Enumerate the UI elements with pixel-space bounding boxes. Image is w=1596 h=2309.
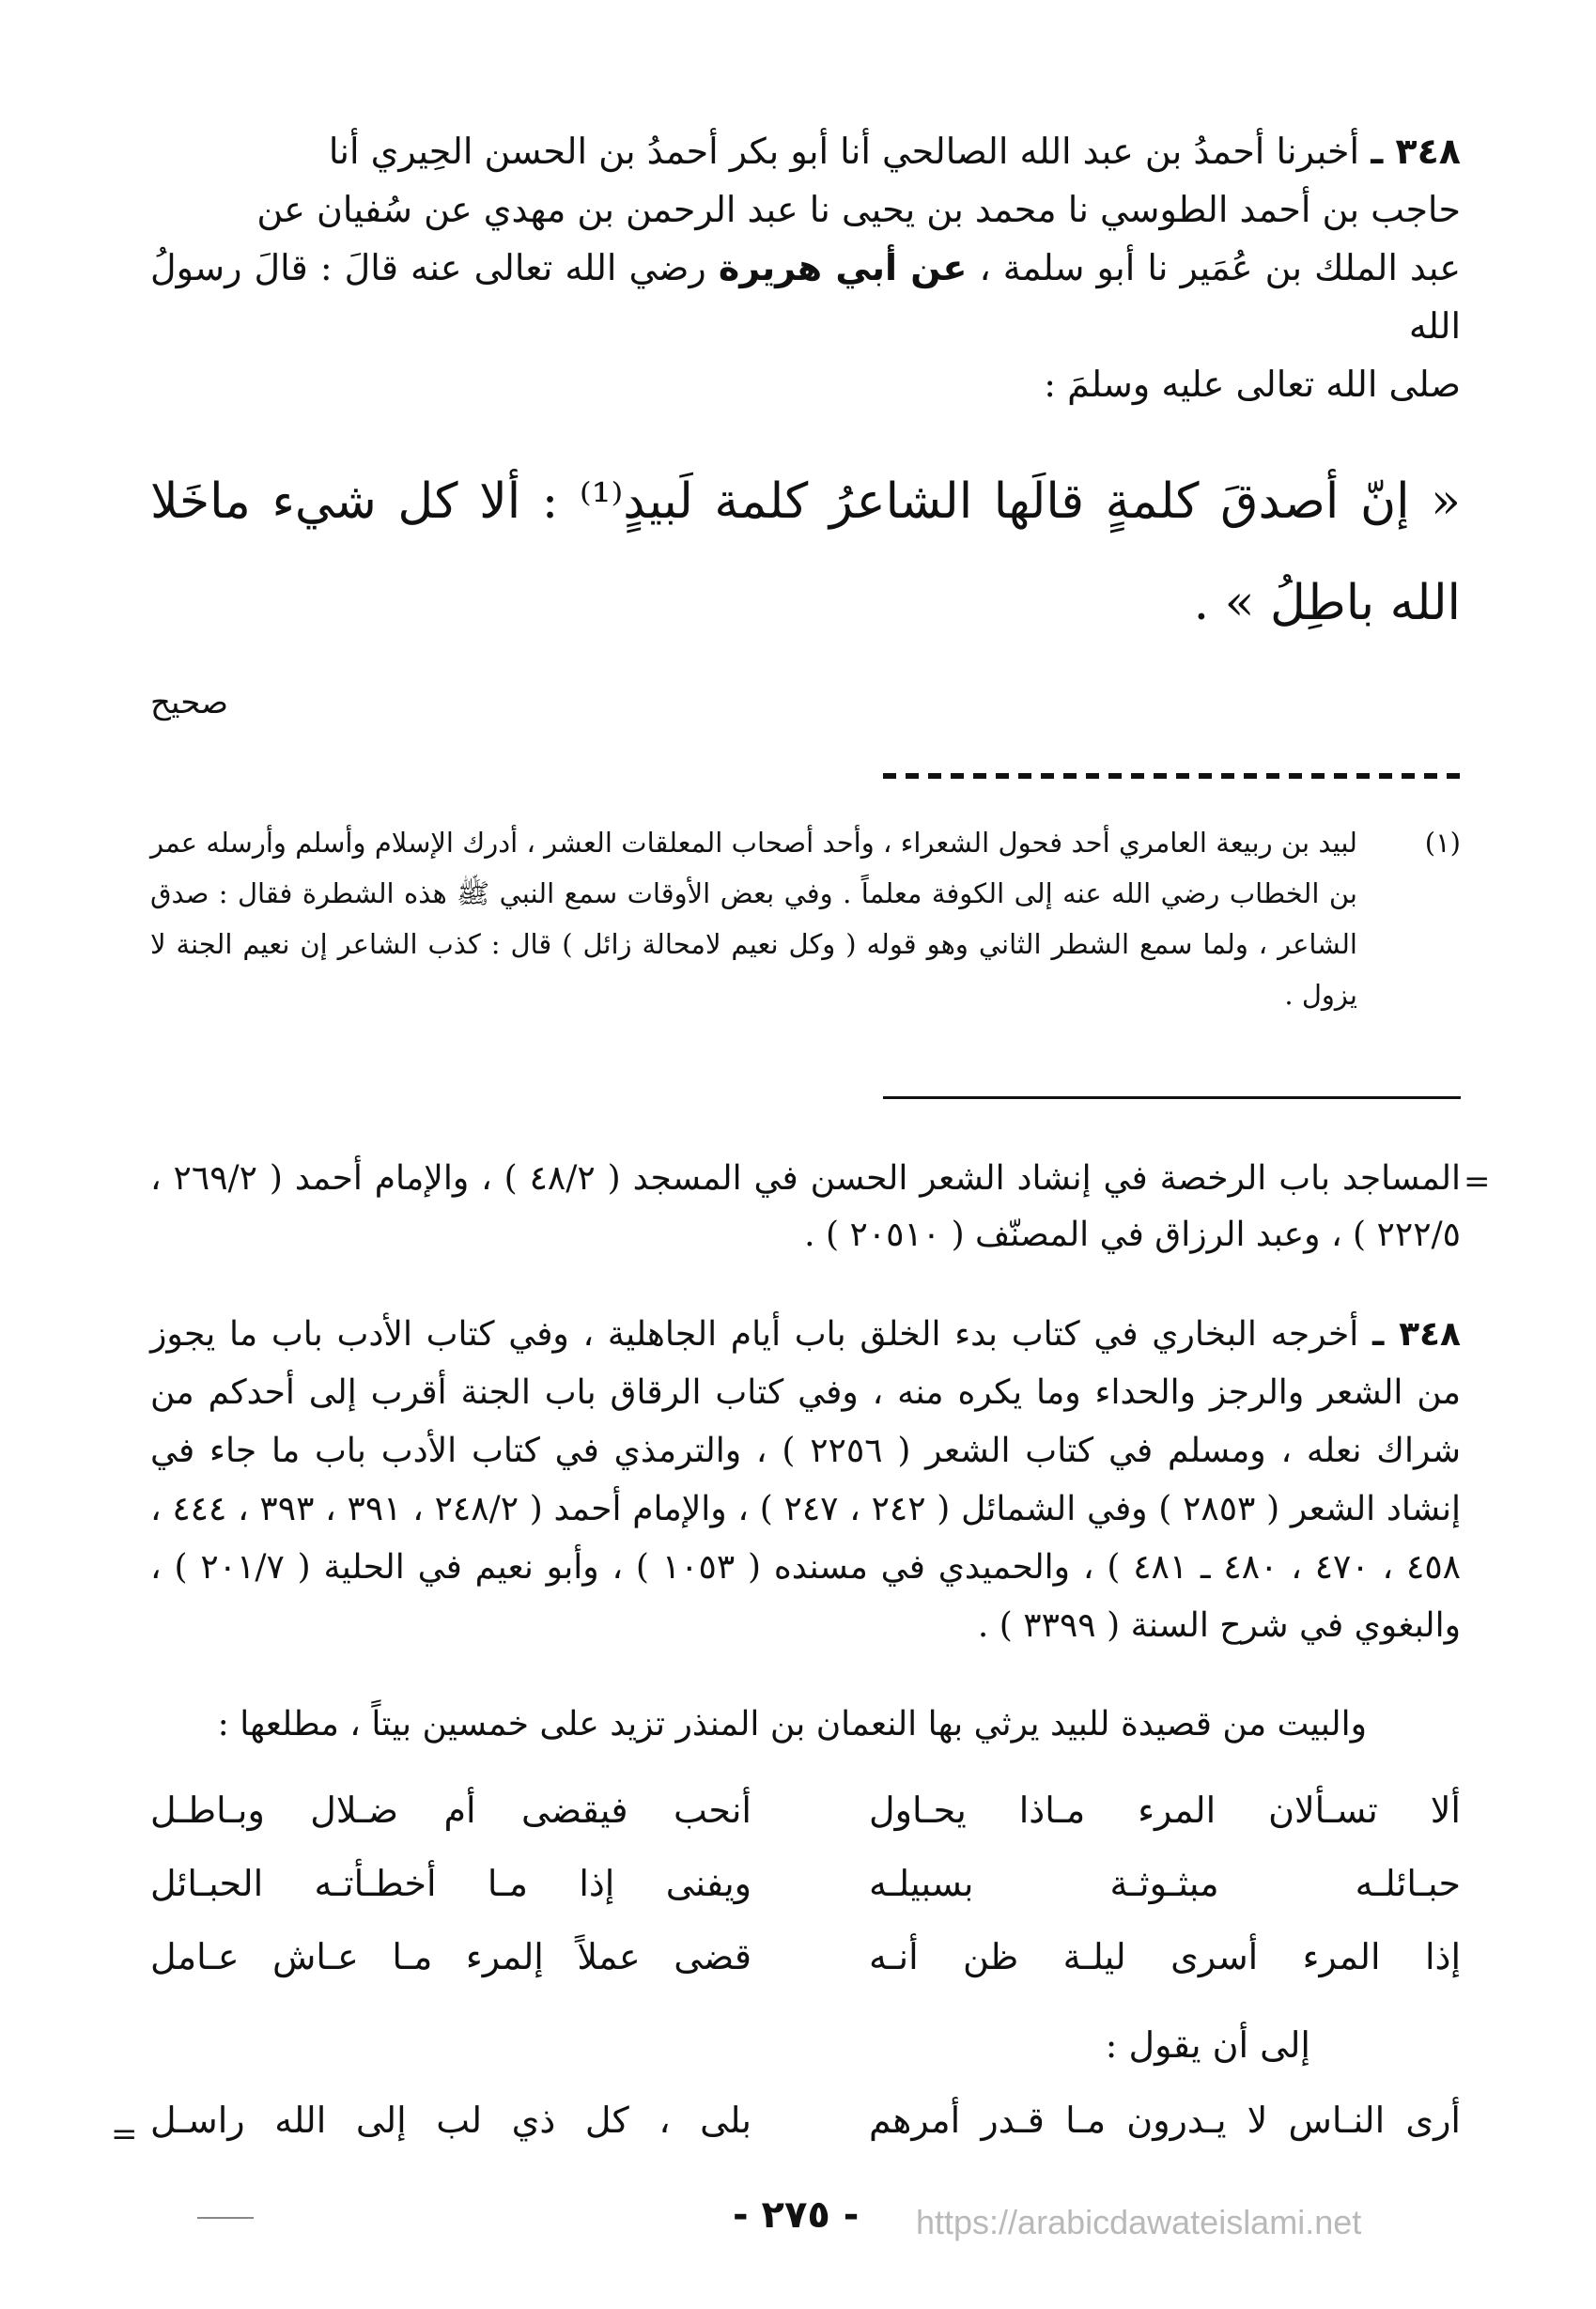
verse-last-left: بلى ، كل ذي لب إلى الله راسـل: [150, 2100, 752, 2141]
verse-3-right: إذا المرء أسرى ليلـة ظن أنـه: [869, 1936, 1461, 1977]
poem-until: إلى أن يقول :: [1105, 2024, 1310, 2066]
verse-1-left: أنحب فيقضى أم ضـلال وبـاطـل: [150, 1790, 752, 1831]
scan-smudge: [197, 2217, 254, 2219]
chain-line-2: حاجب بن أحمد الطوسي نا محمد بن يحيى نا عبد الرحمن بن مهدي عن سُفيان عن: [256, 189, 1461, 230]
matn-text: « إنّ أصدقَ كلمةٍ قالَها الشاعرُ كلمة لَبيدٍ⁽¹⁾ : ألا كل شيء ماخَلا الله باطِلُ » .: [150, 473, 1461, 631]
hadith-number: ٣٤٨ ـ: [1371, 131, 1461, 172]
watermark: https://arabicdawateislami.net: [916, 2203, 1362, 2241]
takhrij-text: ٣٤٨ ـ أخرجه البخاري في كتاب بدء الخلق باب أيام الجاهلية ، وفي كتاب الأدب باب ما يجوز من الشعر والرجز والحداء وما يكره منه ، وفي كتاب الرقاق باب الجنة أقرب إلى أحدكم من شراك نعله ، ومسلم في كتاب الشعر ( ٢٢٥٦ ) ، والترمذي في كتاب الأدب باب ما جاء في إنشاد الشعر ( ٢٨٥٣ ) وفي الشمائل ( ٢٤٢ ، ٢٤٧ ) ، والإمام أحمد ( ٢٤٨/٢ ، ٣٩١ ، ٣٩٣ ، ٤٤٤ ، ٤٥٨ ، ٤٧٠ ، ٤٨٠ ـ ٤٨١ ) ، والحميدي في مسنده ( ١٠٥٣ ) ، وأبو نعيم في الحلية ( ٢٠١/٧ ) ، والبغوي في شرح السنة ( ٣٣٩٩ ) .: [150, 1315, 1462, 1645]
takhrij-number: ٣٤٨ ـ: [1371, 1315, 1461, 1354]
narrator-name: عن أبي هريرة: [718, 247, 968, 288]
verse-3-left: قضى عملاً إلمرء مـا عـاش عـامل: [150, 1936, 752, 1977]
chain-line-3: عبد الملك بن عُمَير نا أبو سلمة ، عن أبي هريرة رضي الله تعالى عنه قالَ : قالَ رسولُ الله: [150, 247, 1461, 347]
poem-last: [150, 2100, 1461, 2173]
hadith-matn: [150, 451, 1461, 654]
verse-2-left: ويفنى إذا مـا أخطـأتـه الحبـائل: [150, 1863, 752, 1904]
footnote-rule: [883, 1096, 1461, 1099]
chain-line-4: صلى الله تعالى عليه وسلمَ :: [1044, 364, 1461, 405]
takhrij-continuation: المساجد باب الرخصة في إنشاد الشعر الحسن في المسجد ( ٤٨/٢ ) ، والإمام أحمد ( ٢٦٩/٢ ، ٢٢٢/٥ ) ، وعبد الرزاق في المصنّف ( ٢٠٥١٠ ) .: [150, 1159, 1461, 1254]
footnote-text: لبيد بن ربيعة العامري أحد فحول الشعراء ، وأحد أصحاب المعلقات العشر ، أدرك الإسلام وأسلم وأرسله عمر بن الخطاب رضي الله عنه إلى الكوفة معلماً . وفي بعض الأوقات سمع النبي ﷺ هذه الشطرة فقال : صدق الشاعر ، ولما سمع الشطر الثاني وهو قوله ( وكل نعيم لامحالة زائل ) قال : كذب الشاعر إن نعيم الجنة لا يزول .: [150, 827, 1357, 1011]
verse-3: [150, 1936, 1461, 2009]
verse-last: [150, 2100, 1461, 2173]
hadith-chain: [150, 122, 1461, 413]
verse-1: [150, 1790, 1461, 1863]
verse-2: [150, 1863, 1461, 1936]
chain-line-1: ٣٤٨ ـ أخبرنا أحمدُ بن عبد الله الصالحي أنا أبو بكر أحمدُ بن الحسن الحِيري أنا: [328, 131, 1461, 172]
footnote: [150, 817, 1461, 1020]
verse-2-right: حبـائلـه مبثـوثـة بسبيلـه: [869, 1863, 1461, 1904]
page-number: - ٢٧٥ -: [733, 2193, 860, 2237]
hadith-grade: صحيح: [150, 684, 229, 721]
footnote-marker: (١): [1424, 827, 1461, 859]
dashed-separator: [883, 773, 1461, 779]
verse-last-right: أرى النـاس لا يـدرون مـا قـدر أمرهم: [869, 2100, 1461, 2141]
poem-intro: والبيت من قصيدة للبيد يرثي بها النعمان بن المنذر تزيد على خمسين بيتاً ، مطلعها :: [217, 1705, 1367, 1743]
poem: [150, 1790, 1461, 2009]
verse-1-right: ألا تسـألان المرء مـاذا يحـاول: [869, 1790, 1461, 1831]
end-continuation-mark: =: [111, 2115, 138, 2153]
continuation-mark: =: [1464, 1163, 1491, 1201]
